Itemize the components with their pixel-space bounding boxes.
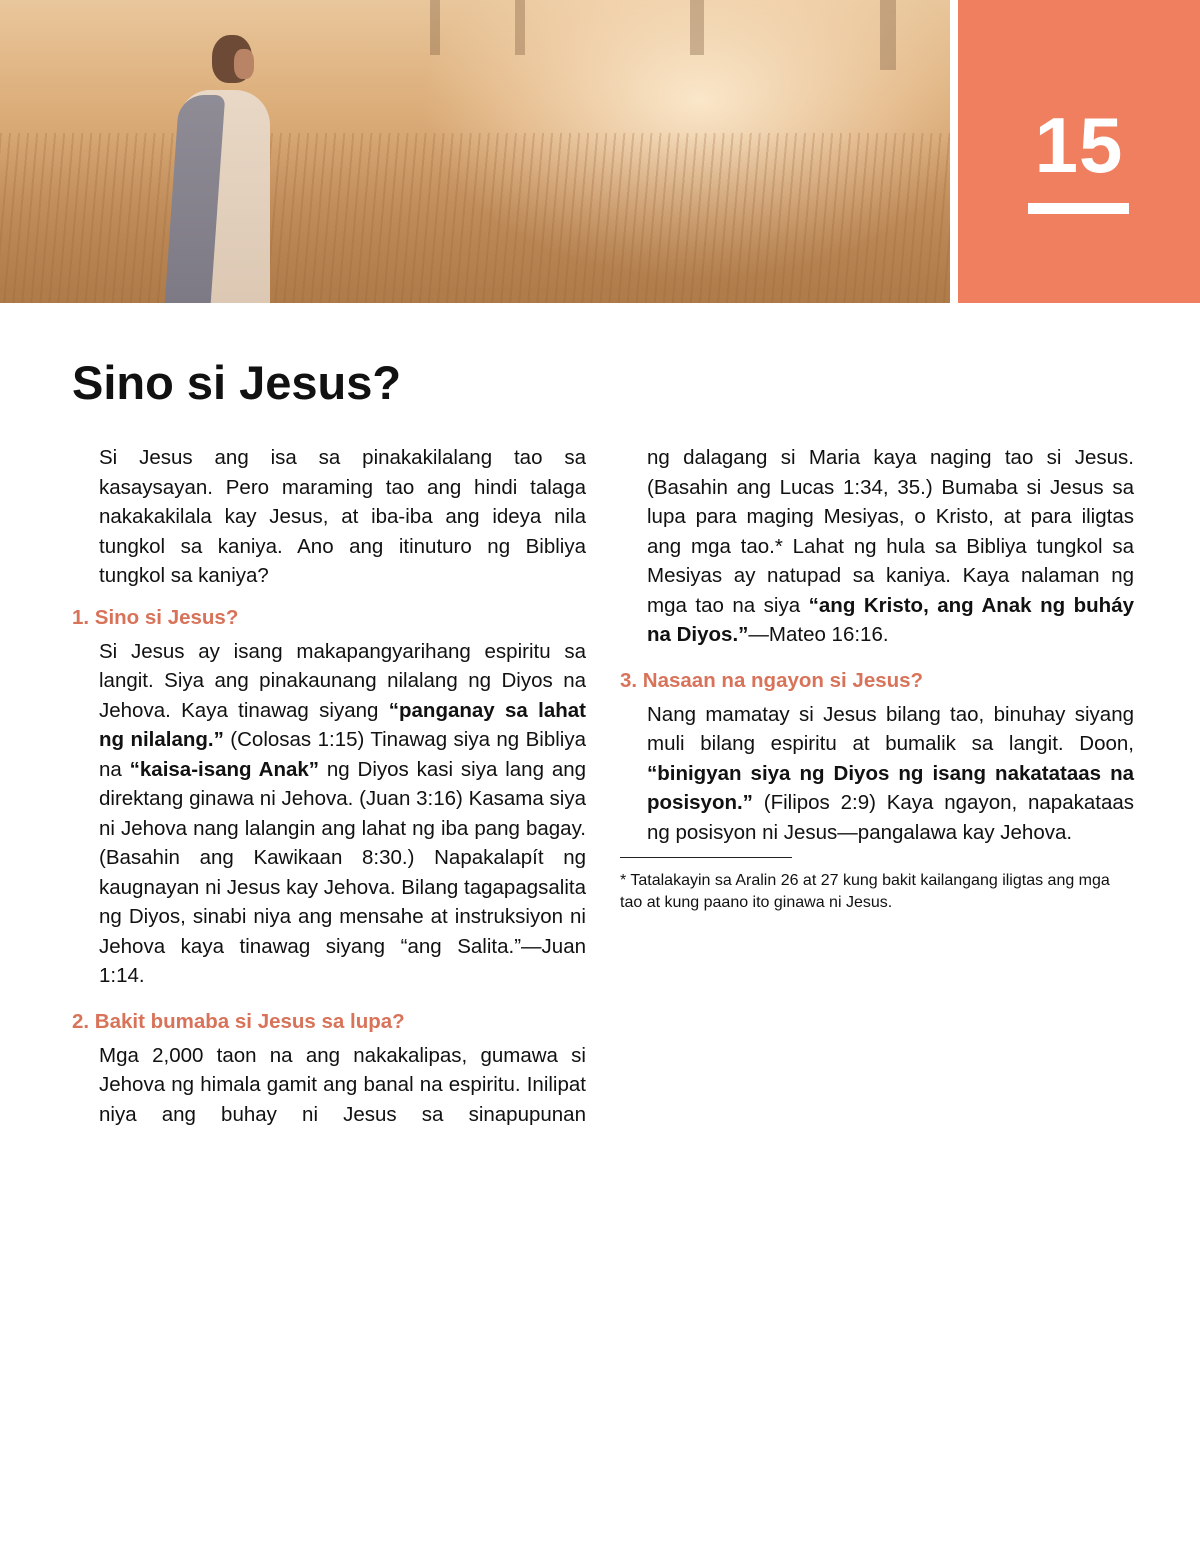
text-run: (Filipos 2:9) Kaya ngayon, napakataas ng posisyon ni Jesus—pangalawa kay Jehova. [647, 791, 1134, 844]
text-run: (Colosas 1:15) Tinawag siya ng Bibliya na [99, 728, 586, 781]
walking-figure [150, 35, 270, 303]
tree-trunk [430, 0, 440, 55]
section-paragraph [620, 700, 1134, 848]
section-heading: 2. Bakit bumaba si Jesus sa lupa? [72, 1009, 405, 1033]
bold-quote: “panganay sa lahat ng nilalang.” [99, 698, 586, 751]
tree-trunk [515, 0, 525, 55]
chapter-badge [958, 0, 1200, 303]
page-title: Sino si Jesus? [72, 356, 402, 409]
section-heading: 1. Sino si Jesus? [72, 605, 239, 629]
column-left [72, 443, 586, 1129]
grass-field [0, 133, 950, 303]
section-paragraph [72, 1041, 586, 1130]
text-run: Nang mamatay si Jesus bilang tao, binuhay siyang muli bilang espiritu at bumalik sa langit. Doon, [647, 702, 1134, 755]
column-right [620, 443, 1134, 914]
footnote-divider [620, 857, 792, 858]
bold-quote: “kaisa-isang Anak” [129, 757, 320, 781]
section-paragraph-continued [620, 443, 1134, 650]
face [234, 49, 254, 79]
text-run: Mga 2,000 taon na ang nakakalipas, gumawa si Jehova ng himala gamit ang banal na espiritu. Inilipat niya ang buhay ni Jesus sa sinapupunan [99, 1043, 586, 1126]
tree-trunk [880, 0, 896, 70]
chapter-number: 15 [1034, 101, 1124, 189]
bold-quote: “ang Kristo, ang Anak ng buháy na Diyos.” [647, 593, 1134, 646]
footnote: * Tatalakayin sa Aralin 26 at 27 kung bakit kailangang iligtas ang mga tao at kung paano ito ginawa ni Jesus. [620, 872, 1110, 911]
section-heading: 3. Nasaan na ngayon si Jesus? [620, 668, 924, 692]
text-run: —Mateo 16:16. [748, 623, 889, 646]
section-paragraph [72, 637, 586, 991]
tree-trunk [690, 0, 704, 55]
bold-quote: “binigyan siya ng Diyos ng isang nakatataas na posisyon.” [647, 761, 1134, 814]
chapter-underline [1028, 203, 1129, 214]
text-run: ng dalagang si Maria kaya naging tao si Jesus. (Basahin ang Lucas 1:34, 35.) Bumaba si Jesus sa lupa para maging Mesiyas, o Kristo, at para iligtas ang mga tao.* Lahat ng hula sa Bibliya tungkol sa Mesiyas ay natupad sa kaniya. Kaya nalaman ng mga tao na siya [647, 446, 1134, 617]
text-run: Si Jesus ay isang makapangyarihang espiritu sa langit. Siya ang pinakaunang nilalang ng Diyos na Jehova. Kaya tinawag siyang [99, 639, 586, 722]
text-run: ng Diyos kasi siya lang ang direktang ginawa ni Jehova. (Juan 3:16) Kasama siya ni Jehova nang lalangin ang lahat ng iba pang bagay. (Basahin ang Kawikaan 8:30.) Napakalapít ng kaugnayan ni Jesus kay Jehova. Bilang tagapagsalita ng Diyos, sinabi niya ang mensahe at instruksiyon ni Jehova kaya tinawag siyang “ang Salita.”—Juan 1:14. [99, 757, 587, 987]
hero-photo [0, 0, 950, 303]
intro-paragraph: Si Jesus ang isa sa pinakakilalang tao sa kasaysayan. Pero maraming tao ang hindi talaga nakakakilala kay Jesus, at iba-iba ang ideya nila tungkol sa kaniya. Ano ang itinuturo ng Bibliya tungkol sa kaniya? [99, 446, 586, 587]
